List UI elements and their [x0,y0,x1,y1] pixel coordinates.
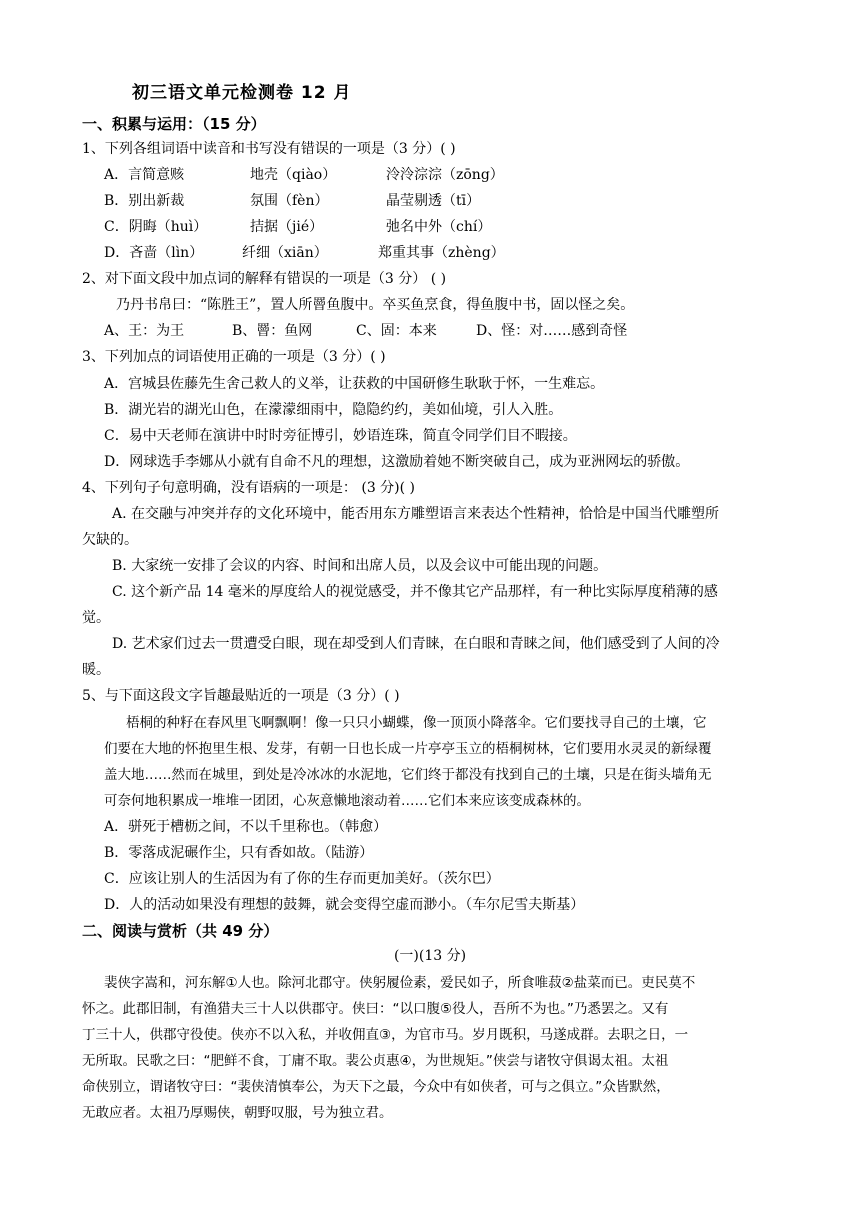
q1-option-b-word3: 晶莹剔透（tī） [386,193,481,209]
question-4-stem: 4、下列句子句意明确，没有语病的一项是： (3 分)( ) [82,480,416,496]
q4-option-d-line1: D. 艺术家们过去一贯遭受白眼，现在却受到人们青睐，在白眼和青睐之间，他们感受到了人间的冷 [112,636,720,652]
reading-line-6: 无敢应者。太祖乃厚赐侠，朝野叹服，号为独立君。 [82,1105,393,1121]
question-3-stem: 3、下列加点的词语使用正确的一项是（3 分）( ) [82,349,386,365]
reading-line-2: 怀之。此郡旧制，有渔猎夫三十人以供郡守。侠曰：“以口腹⑤役人，吾所不为也。”乃悉罢之。又有 [82,1001,669,1017]
reading-line-4: 无所取。民歌之曰：“肥鲜不食，丁庸不取。裴公贞惠④，为世规矩。”侠尝与诸牧守俱谒太祖。太祖 [82,1053,669,1069]
q1-option-c-word2: 拮据（jié） [250,219,324,235]
q5-option-d: D．人的活动如果没有理想的鼓舞，就会变得空虚而渺小。（车尔尼雪夫斯基） [104,897,585,913]
reading-subtitle: (一)(13 分) [393,948,467,964]
question-5-stem: 5、与下面这段文字旨趣最贴近的一项是（3 分）( ) [82,688,400,704]
q1-option-d-word3: 郑重其事（zhèng） [378,245,505,261]
q4-option-d-line2: 暖。 [82,662,110,678]
q4-option-c-line1: C. 这个新产品 14 毫米的厚度给人的视觉感受，并不像其它产品那样，有一种比实际厚度稍薄的感 [112,584,718,600]
q1-option-d-word1: D．吝啬（lìn） [104,245,204,261]
section-heading-2: 二、阅读与赏析（共 49 分） [82,922,279,940]
reading-line-3: 丁三十人，供郡守役使。侠亦不以入私，并收佣直③，为官市马。岁月既积，马遂成群。去职之日，一 [82,1027,689,1043]
q4-option-c-line2: 觉。 [82,610,110,626]
q1-option-b-word1: B．别出新裁 [104,193,185,209]
q5-passage-line1: 梧桐的种籽在春风里飞啊飘啊！像一只只小蝴蝶，像一顶顶小降落伞。它们要找寻自己的土壤，它 [126,715,707,731]
section-heading-1: 一、积累与运用：（15 分） [82,115,266,133]
q4-option-b: B. 大家统一安排了会议的内容、时间和出席人员，以及会议中可能出现的问题。 [112,558,608,574]
q2-option-b: B、罾：鱼网 [232,323,313,339]
q5-passage-line3: 盖大地……然而在城里，到处是冷冰冰的水泥地，它们终于都没有找到自己的土壤，只是在街头墙角无 [104,767,712,783]
q4-option-a-line1: A. 在交融与冲突并存的文化环境中，能否用东方雕塑语言来表达个性精神，恰恰是中国当代雕塑所 [112,506,720,522]
q5-option-a: A．骈死于槽枥之间，不以千里称也。（韩愈） [104,819,388,835]
q4-option-a-line2: 欠缺的。 [82,532,138,548]
q3-option-c: C．易中天老师在演讲中时时旁征博引，妙语连珠，简直令同学们目不暇接。 [104,428,577,444]
q3-option-d: D．网球选手李娜从小就有自命不凡的理想，这激励着她不断突破自己，成为亚洲网坛的骄傲。 [104,454,690,470]
question-1-stem: 1、下列各组词语中读音和书写没有错误的一项是（3 分）( ) [82,141,456,157]
q1-option-a-word2: 地壳（qiào） [250,167,337,183]
q2-option-c: C、固：本来 [356,323,437,339]
reading-line-5: 命侠别立，谓诸牧守曰：“裴侠清慎奉公，为天下之最，今众中有如侠者，可与之俱立。”众皆默然， [82,1079,670,1095]
q2-option-d: D、怪：对……感到奇怪 [476,323,628,339]
question-2-passage: 乃丹书帛曰：“陈胜王”，置人所罾鱼腹中。卒买鱼烹食，得鱼腹中书，固以怪之矣。 [116,297,635,313]
q1-option-a-word3: 泠泠淙淙（zōng） [386,167,504,183]
question-2-stem: 2、对下面文段中加点词的解释有错误的一项是（3 分） ( ) [82,271,447,287]
q1-option-d-word2: 纤细（xiān） [242,245,328,261]
q5-option-b: B．零落成泥碾作尘，只有香如故。（陆游） [104,845,374,861]
q2-option-a: A、王：为王 [104,323,185,339]
q1-option-a-word1: A．言简意赅 [104,167,185,183]
q1-option-b-word2: 氛围（fèn） [250,193,329,209]
q5-option-c: C．应该让别人的生活因为有了你的生存而更加美好。（茨尔巴） [104,871,500,887]
q3-option-b: B．湖光岩的湖光山色，在濛濛细雨中，隐隐约约，美如仙境，引人入胜。 [104,402,563,418]
page-title: 初三语文单元检测卷 12 月 [132,83,352,103]
reading-line-1: 裴侠字嵩和，河东解①人也。除河北郡守。侠躬履俭素，爱民如子，所食唯菽②盐菜而已。吏民莫不 [104,975,696,991]
q1-option-c-word3: 弛名中外（chí） [386,219,492,235]
q3-option-a: A．宫城县佐藤先生舍己救人的义举，让获救的中国研修生耿耿于怀，一生难忘。 [104,376,605,392]
q5-passage-line4: 可奈何地积累成一堆堆一团团，心灰意懒地滚动着……它们本来应该变成森林的。 [104,793,590,809]
q5-passage-line2: 们要在大地的怀抱里生根、发芽，有朝一日也长成一片亭亭玉立的梧桐树林，它们要用水灵灵的新绿覆 [104,741,712,757]
q1-option-c-word1: C．阴晦（huì） [104,219,208,235]
